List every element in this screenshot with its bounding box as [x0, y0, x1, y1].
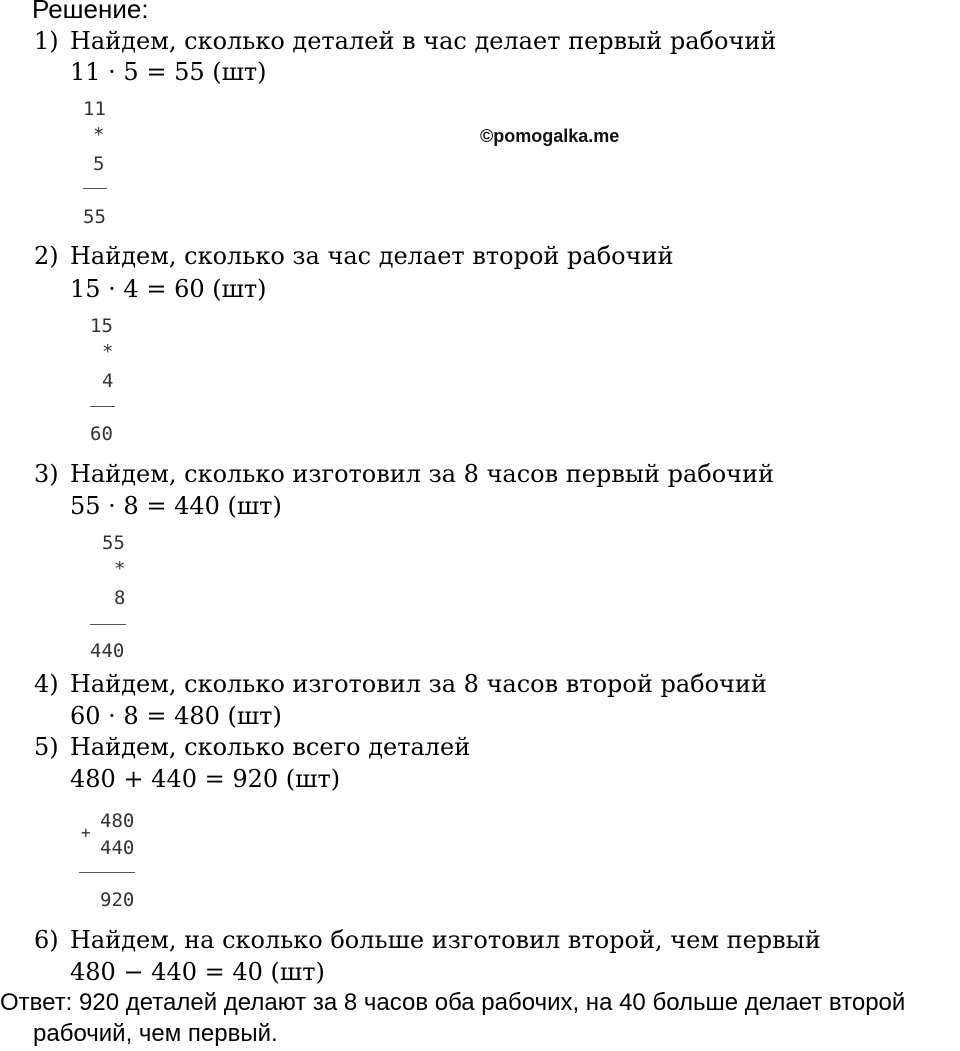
step-2-column-top: 15: [90, 315, 113, 337]
step-4-equation: 60 · 8 = 480 (шт): [70, 702, 282, 730]
step-1-equation: 11 · 5 = 55 (шт): [70, 58, 267, 86]
step-3-column-operator: *: [114, 558, 126, 580]
step-1-column-result: 55: [83, 206, 106, 228]
step-5-column-line: [79, 872, 135, 873]
step-3-column-line: [90, 624, 126, 625]
step-3-equation: 55 · 8 = 440 (шт): [70, 492, 282, 520]
answer-line-1: Ответ: 920 деталей делают за 8 часов оба рабочих, на 40 больше делает второй: [0, 989, 906, 1016]
step-1-number: 1): [34, 27, 59, 55]
step-2-column-line: [90, 406, 115, 407]
step-5-equation: 480 + 440 = 920 (шт): [70, 765, 341, 793]
step-1-column-bottom: 5: [93, 153, 105, 175]
step-6-equation: 480 − 440 = 40 (шт): [70, 958, 325, 986]
step-4-text: Найдем, сколько изготовил за 8 часов второй рабочий: [70, 670, 767, 698]
step-2-column-result: 60: [90, 423, 113, 445]
step-2-column-operator: *: [102, 341, 114, 363]
step-5-text: Найдем, сколько всего деталей: [70, 733, 471, 761]
step-1-column-operator: *: [93, 124, 105, 146]
step-1-column-line: [83, 188, 107, 189]
step-2-number: 2): [34, 242, 59, 270]
step-1-text: Найдем, сколько деталей в час делает первый рабочий: [70, 27, 777, 55]
step-3-column-top: 55: [102, 532, 125, 554]
step-2-column-bottom: 4: [102, 370, 114, 392]
step-5-column-operator: +: [81, 823, 91, 842]
step-3-text: Найдем, сколько изготовил за 8 часов первый рабочий: [70, 460, 775, 488]
step-5-number: 5): [34, 733, 59, 761]
solution-header: Решение:: [32, 0, 149, 24]
step-6-number: 6): [34, 926, 59, 954]
step-5-column-top: 480: [100, 810, 135, 832]
step-5-column-result: 920: [100, 889, 135, 911]
step-6-text: Найдем, на сколько больше изготовил второй, чем первый: [70, 926, 821, 954]
step-4-number: 4): [34, 670, 59, 698]
step-1-column-top: 11: [83, 98, 106, 120]
step-3-column-bottom: 8: [114, 587, 126, 609]
step-3-column-result: 440: [90, 640, 125, 662]
watermark: ©pomogalka.me: [480, 126, 620, 146]
answer-line-2: рабочий, чем первый.: [33, 1020, 278, 1047]
step-5-column-bottom: 440: [100, 837, 135, 859]
step-2-text: Найдем, сколько за час делает второй рабочий: [70, 242, 674, 270]
step-2-equation: 15 · 4 = 60 (шт): [70, 275, 267, 303]
step-3-number: 3): [34, 460, 59, 488]
